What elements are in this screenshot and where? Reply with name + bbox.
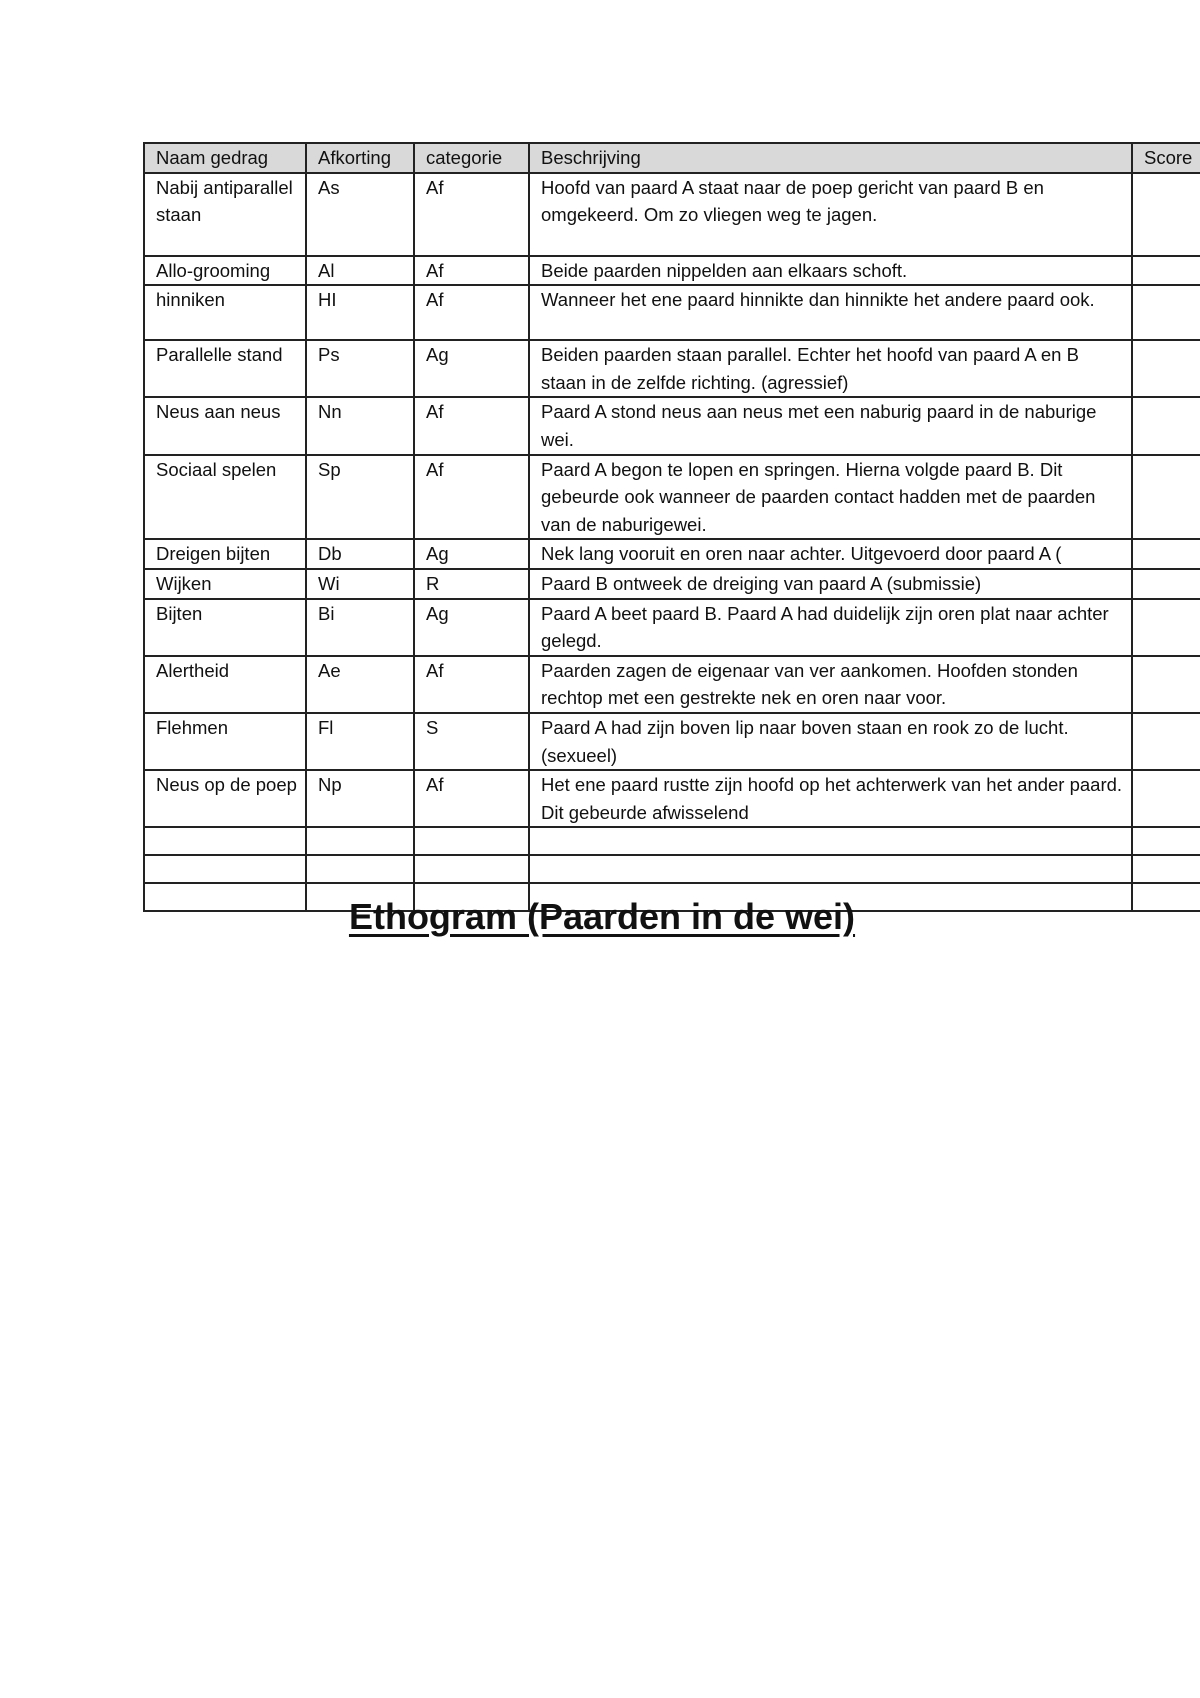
empty-cell	[306, 827, 414, 855]
score-cell	[1132, 539, 1200, 569]
score-cell	[1132, 599, 1200, 656]
behavior-name-cell: Allo-grooming	[144, 256, 306, 286]
abbreviation-cell: Sp	[306, 455, 414, 540]
document-title: Ethogram (Paarden in de wei)	[348, 896, 856, 937]
table-body	[144, 173, 1200, 912]
abbreviation-cell: Db	[306, 539, 414, 569]
abbreviation-cell: As	[306, 173, 414, 256]
abbreviation-cell: Bi	[306, 599, 414, 656]
behavior-name-cell: Parallelle stand	[144, 340, 306, 397]
table-row	[144, 539, 1200, 569]
description-cell: Paard A begon te lopen en springen. Hierna volgde paard B. Dit gebeurde ook wanneer de paarden contact hadden met de paarden van de naburigewei.	[529, 455, 1132, 540]
behavior-name-cell: Wijken	[144, 569, 306, 599]
category-cell: Ag	[414, 340, 529, 397]
empty-cell	[414, 827, 529, 855]
score-cell	[1132, 569, 1200, 599]
category-cell: Af	[414, 656, 529, 713]
header-score: Score	[1132, 143, 1200, 173]
category-cell: R	[414, 569, 529, 599]
score-cell	[1132, 656, 1200, 713]
description-cell: Beide paarden nippelden aan elkaars schoft.	[529, 256, 1132, 286]
table-row	[144, 285, 1200, 340]
table-row	[144, 713, 1200, 770]
header-row	[144, 143, 1200, 173]
score-cell	[1132, 285, 1200, 340]
table-row	[144, 455, 1200, 540]
behavior-name-cell: Nabij antiparallel staan	[144, 173, 306, 256]
table-row	[144, 397, 1200, 454]
behavior-name-cell: Neus aan neus	[144, 397, 306, 454]
abbreviation-cell: Fl	[306, 713, 414, 770]
empty-cell	[144, 855, 306, 883]
description-cell: Nek lang vooruit en oren naar achter. Uitgevoerd door paard A (	[529, 539, 1132, 569]
header-categorie: categorie	[414, 143, 529, 173]
description-cell: Beiden paarden staan parallel. Echter het hoofd van paard A en B staan in de zelfde richting. (agressief)	[529, 340, 1132, 397]
empty-cell	[529, 855, 1132, 883]
empty-table-row	[144, 855, 1200, 883]
abbreviation-cell: Ae	[306, 656, 414, 713]
description-cell: Paard A stond neus aan neus met een naburig paard in de naburige wei.	[529, 397, 1132, 454]
table-row	[144, 569, 1200, 599]
table-row	[144, 599, 1200, 656]
empty-cell	[1132, 855, 1200, 883]
behavior-name-cell: Flehmen	[144, 713, 306, 770]
empty-cell	[144, 827, 306, 855]
table-row	[144, 656, 1200, 713]
table-row	[144, 173, 1200, 256]
header-beschrijving: Beschrijving	[529, 143, 1132, 173]
abbreviation-cell: HI	[306, 285, 414, 340]
behavior-name-cell: Bijten	[144, 599, 306, 656]
table-row	[144, 770, 1200, 827]
ethogram-table	[143, 142, 1200, 912]
behavior-name-cell: hinniken	[144, 285, 306, 340]
score-cell	[1132, 713, 1200, 770]
score-cell	[1132, 455, 1200, 540]
category-cell: Ag	[414, 599, 529, 656]
abbreviation-cell: Nn	[306, 397, 414, 454]
category-cell: Af	[414, 285, 529, 340]
category-cell: Af	[414, 770, 529, 827]
description-cell: Het ene paard rustte zijn hoofd op het achterwerk van het ander paard. Dit gebeurde afwisselend	[529, 770, 1132, 827]
description-cell: Wanneer het ene paard hinnikte dan hinnikte het andere paard ook.	[529, 285, 1132, 340]
abbreviation-cell: Wi	[306, 569, 414, 599]
abbreviation-cell: Ps	[306, 340, 414, 397]
header-naam-gedrag: Naam gedrag	[144, 143, 306, 173]
abbreviation-cell: Al	[306, 256, 414, 286]
empty-cell	[1132, 827, 1200, 855]
table-header	[144, 143, 1200, 173]
empty-table-row	[144, 827, 1200, 855]
behavior-name-cell: Dreigen bijten	[144, 539, 306, 569]
behavior-name-cell: Alertheid	[144, 656, 306, 713]
description-cell: Paard A beet paard B. Paard A had duidelijk zijn oren plat naar achter gelegd.	[529, 599, 1132, 656]
score-cell	[1132, 173, 1200, 256]
score-cell	[1132, 256, 1200, 286]
description-cell: Paard A had zijn boven lip naar boven staan en rook zo de lucht. (sexueel)	[529, 713, 1132, 770]
empty-cell	[529, 827, 1132, 855]
category-cell: Ag	[414, 539, 529, 569]
table-row	[144, 340, 1200, 397]
header-afkorting: Afkorting	[306, 143, 414, 173]
category-cell: S	[414, 713, 529, 770]
abbreviation-cell: Np	[306, 770, 414, 827]
score-cell	[1132, 340, 1200, 397]
description-cell: Hoofd van paard A staat naar de poep gericht van paard B en omgekeerd. Om zo vliegen weg te jagen.	[529, 173, 1132, 256]
behavior-name-cell: Sociaal spelen	[144, 455, 306, 540]
table-row	[144, 256, 1200, 286]
empty-cell	[414, 855, 529, 883]
category-cell: Af	[414, 397, 529, 454]
description-cell: Paard B ontweek de dreiging van paard A (submissie)	[529, 569, 1132, 599]
score-cell	[1132, 770, 1200, 827]
behavior-name-cell: Neus op de poep	[144, 770, 306, 827]
category-cell: Af	[414, 256, 529, 286]
category-cell: Af	[414, 455, 529, 540]
empty-cell	[306, 855, 414, 883]
description-cell: Paarden zagen de eigenaar van ver aankomen. Hoofden stonden rechtop met een gestrekte nek en oren naar voor.	[529, 656, 1132, 713]
category-cell: Af	[414, 173, 529, 256]
score-cell	[1132, 397, 1200, 454]
